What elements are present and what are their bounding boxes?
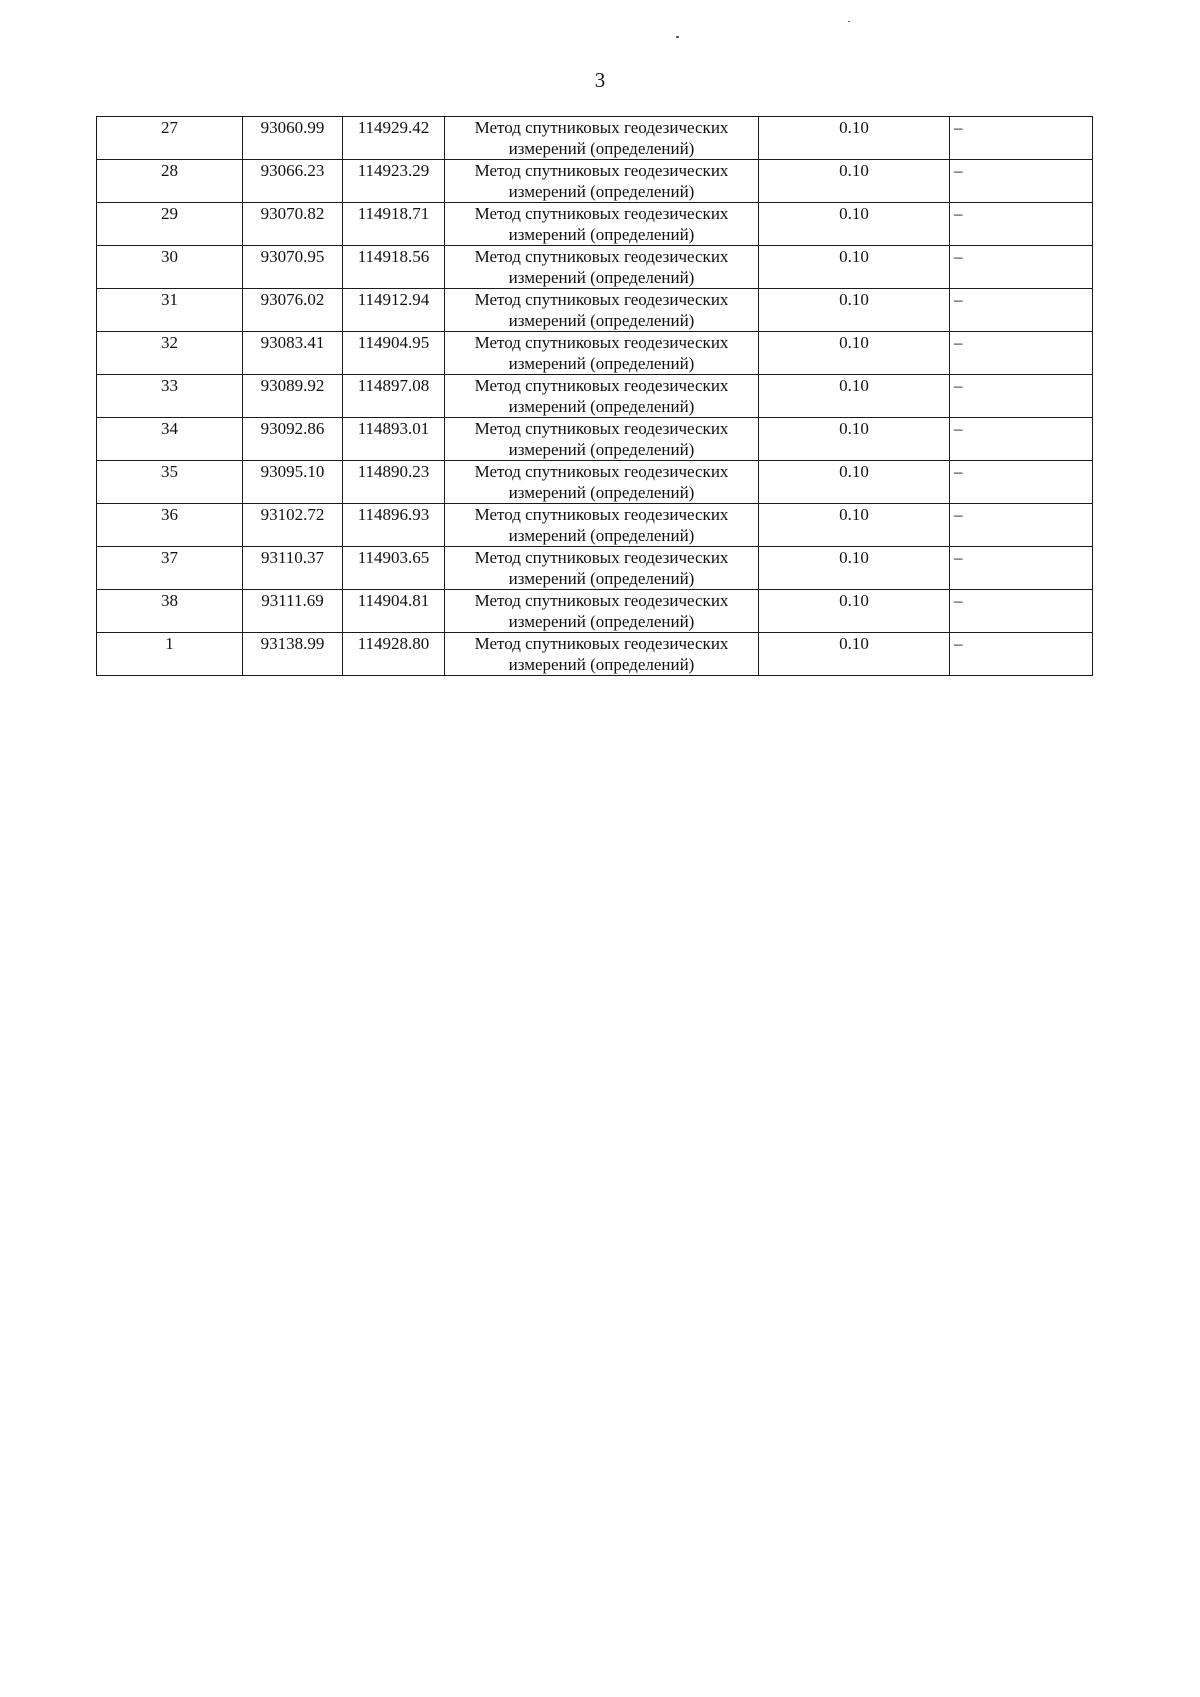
method-cell [445,547,759,590]
x-coordinate-cell: 93070.82 [243,203,343,246]
point-number-cell: 37 [97,547,243,590]
method-text-line2: измерений (определений) [508,354,695,373]
method-text-line2: измерений (определений) [508,225,695,244]
table-row [97,375,1093,418]
method-text-line1: Метод спутниковых геодезических [474,118,729,137]
table-row [97,332,1093,375]
point-number-cell: 31 [97,289,243,332]
x-coordinate-cell: 93138.99 [243,633,343,676]
point-number-cell: 30 [97,246,243,289]
point-number-cell: 1 [97,633,243,676]
point-number-cell: 34 [97,418,243,461]
x-coordinate-cell: 93089.92 [243,375,343,418]
method-cell [445,418,759,461]
method-text-line2: измерений (определений) [508,139,695,158]
point-number-cell: 27 [97,117,243,160]
note-cell: – [950,289,1093,332]
note-cell: – [950,461,1093,504]
table-row [97,504,1093,547]
table-row [97,246,1093,289]
table-row [97,461,1093,504]
x-coordinate-cell: 93070.95 [243,246,343,289]
page-number: 3 [594,68,606,92]
method-cell [445,246,759,289]
method-text-line2: измерений (определений) [508,268,695,287]
x-coordinate-cell: 93076.02 [243,289,343,332]
y-coordinate-cell: 114890.23 [343,461,445,504]
y-coordinate-cell: 114893.01 [343,418,445,461]
x-coordinate-cell: 93066.23 [243,160,343,203]
method-text-line1: Метод спутниковых геодезических [474,376,729,395]
method-cell [445,289,759,332]
method-text-line1: Метод спутниковых геодезических [474,591,729,610]
y-coordinate-cell: 114904.81 [343,590,445,633]
method-text-line1: Метод спутниковых геодезических [474,419,729,438]
method-text-line2: измерений (определений) [508,182,695,201]
method-cell [445,375,759,418]
accuracy-cell: 0.10 [759,633,950,676]
method-text-line1: Метод спутниковых геодезических [474,548,729,567]
accuracy-cell: 0.10 [759,246,950,289]
y-coordinate-cell: 114904.95 [343,332,445,375]
note-cell: – [950,504,1093,547]
table-row [97,117,1093,160]
y-coordinate-cell: 114903.65 [343,547,445,590]
accuracy-cell: 0.10 [759,461,950,504]
x-coordinate-cell: 93111.69 [243,590,343,633]
accuracy-cell: 0.10 [759,117,950,160]
table-row [97,633,1093,676]
point-number-cell: 32 [97,332,243,375]
table-row [97,547,1093,590]
method-text-line2: измерений (определений) [508,612,695,631]
note-cell: – [950,203,1093,246]
method-text-line1: Метод спутниковых геодезических [474,204,729,223]
method-text-line2: измерений (определений) [508,397,695,416]
table-row [97,203,1093,246]
table-row [97,590,1093,633]
note-cell: – [950,633,1093,676]
note-cell: – [950,246,1093,289]
note-cell: – [950,332,1093,375]
method-cell [445,203,759,246]
y-coordinate-cell: 114897.08 [343,375,445,418]
y-coordinate-cell: 114912.94 [343,289,445,332]
point-number-cell: 38 [97,590,243,633]
table-body [97,117,1093,676]
y-coordinate-cell: 114929.42 [343,117,445,160]
accuracy-cell: 0.10 [759,547,950,590]
method-cell [445,504,759,547]
scan-speck [848,21,850,22]
method-text-line2: измерений (определений) [508,526,695,545]
x-coordinate-cell: 93060.99 [243,117,343,160]
scan-speck [676,36,679,38]
method-text-line1: Метод спутниковых геодезических [474,247,729,266]
method-text-line1: Метод спутниковых геодезических [474,462,729,481]
method-text-line2: измерений (определений) [508,655,695,674]
note-cell: – [950,418,1093,461]
method-cell [445,633,759,676]
x-coordinate-cell: 93102.72 [243,504,343,547]
point-number-cell: 28 [97,160,243,203]
point-number-cell: 36 [97,504,243,547]
method-cell [445,332,759,375]
point-number-cell: 33 [97,375,243,418]
accuracy-cell: 0.10 [759,418,950,461]
x-coordinate-cell: 93095.10 [243,461,343,504]
accuracy-cell: 0.10 [759,332,950,375]
method-text-line1: Метод спутниковых геодезических [474,161,729,180]
accuracy-cell: 0.10 [759,203,950,246]
accuracy-cell: 0.10 [759,590,950,633]
y-coordinate-cell: 114928.80 [343,633,445,676]
method-text-line2: измерений (определений) [508,440,695,459]
x-coordinate-cell: 93110.37 [243,547,343,590]
method-text-line1: Метод спутниковых геодезических [474,333,729,352]
point-number-cell: 29 [97,203,243,246]
method-cell [445,590,759,633]
note-cell: – [950,547,1093,590]
y-coordinate-cell: 114918.56 [343,246,445,289]
method-cell [445,160,759,203]
method-cell [445,461,759,504]
y-coordinate-cell: 114923.29 [343,160,445,203]
y-coordinate-cell: 114896.93 [343,504,445,547]
x-coordinate-cell: 93083.41 [243,332,343,375]
table-row [97,160,1093,203]
y-coordinate-cell: 114918.71 [343,203,445,246]
note-cell: – [950,375,1093,418]
coordinates-table [96,116,1093,676]
method-text-line2: измерений (определений) [508,311,695,330]
table-row [97,418,1093,461]
method-text-line2: измерений (определений) [508,483,695,502]
method-text-line1: Метод спутниковых геодезических [474,290,729,309]
accuracy-cell: 0.10 [759,375,950,418]
method-cell [445,117,759,160]
point-number-cell: 35 [97,461,243,504]
accuracy-cell: 0.10 [759,160,950,203]
accuracy-cell: 0.10 [759,504,950,547]
method-text-line1: Метод спутниковых геодезических [474,634,729,653]
note-cell: – [950,590,1093,633]
x-coordinate-cell: 93092.86 [243,418,343,461]
method-text-line2: измерений (определений) [508,569,695,588]
note-cell: – [950,160,1093,203]
method-text-line1: Метод спутниковых геодезических [474,505,729,524]
accuracy-cell: 0.10 [759,289,950,332]
note-cell: – [950,117,1093,160]
table-row [97,289,1093,332]
